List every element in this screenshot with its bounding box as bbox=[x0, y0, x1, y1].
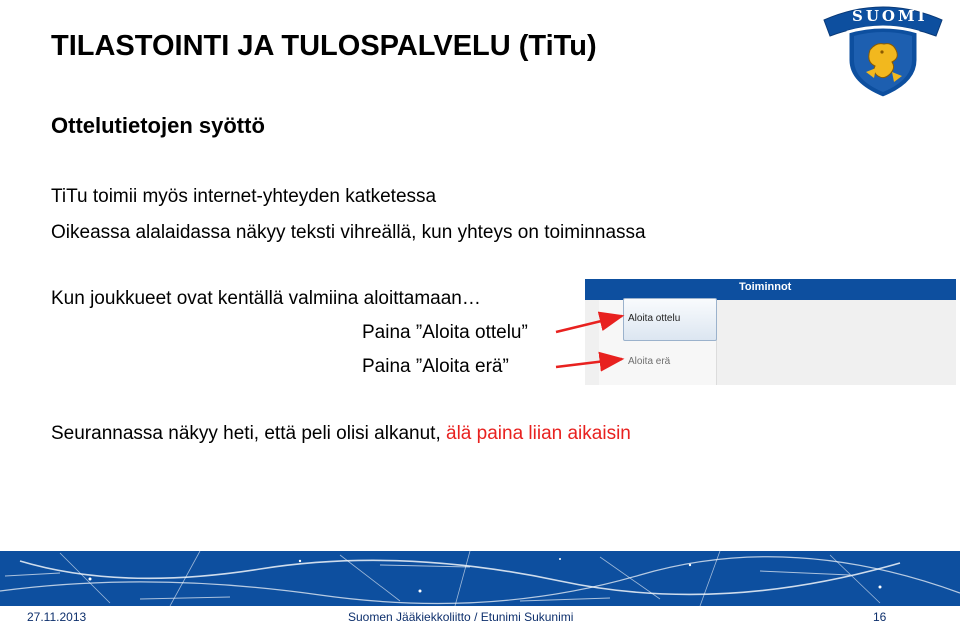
start-match-label: Aloita ottelu bbox=[628, 313, 681, 324]
start-match-button[interactable] bbox=[623, 298, 717, 341]
slide-title: TILASTOINTI JA TULOSPALVELU (TiTu) bbox=[51, 30, 597, 62]
body-line-6 bbox=[51, 423, 631, 445]
footer-page-number: 16 bbox=[873, 610, 887, 624]
slide-subtitle: Ottelutietojen syöttö bbox=[51, 113, 265, 138]
suomi-logo bbox=[820, 2, 946, 100]
body-line-4: Paina ”Aloita ottelu” bbox=[362, 322, 528, 343]
body-line-6-text: Seurannassa näkyy heti, että peli olisi alkanut, bbox=[51, 423, 447, 444]
footer-date: 27.11.2013 bbox=[27, 610, 87, 624]
toiminnot-header bbox=[585, 279, 956, 300]
body-line-2: Oikeassa alalaidassa näkyy teksti vihreällä, kun yhteys on toiminnassa bbox=[51, 222, 646, 243]
footer-author: Suomen Jääkiekkoliitto / Etunimi Sukunimi bbox=[348, 610, 574, 624]
warning-text: älä paina liian aikaisin bbox=[446, 423, 631, 444]
start-period-button[interactable]: Aloita erä bbox=[628, 356, 671, 367]
toiminnot-header-label: Toiminnot bbox=[739, 281, 792, 293]
body-line-1: TiTu toimii myös internet-yhteyden katketessa bbox=[51, 186, 437, 207]
body-line-3: Kun joukkueet ovat kentällä valmiina aloittamaan… bbox=[51, 288, 481, 309]
footer-ice-band bbox=[0, 551, 960, 606]
toiminnot-panel bbox=[585, 279, 956, 385]
ice-texture bbox=[0, 551, 960, 606]
logo-text: SUOMI bbox=[852, 7, 928, 25]
body-line-5: Paina ”Aloita erä” bbox=[362, 356, 509, 377]
